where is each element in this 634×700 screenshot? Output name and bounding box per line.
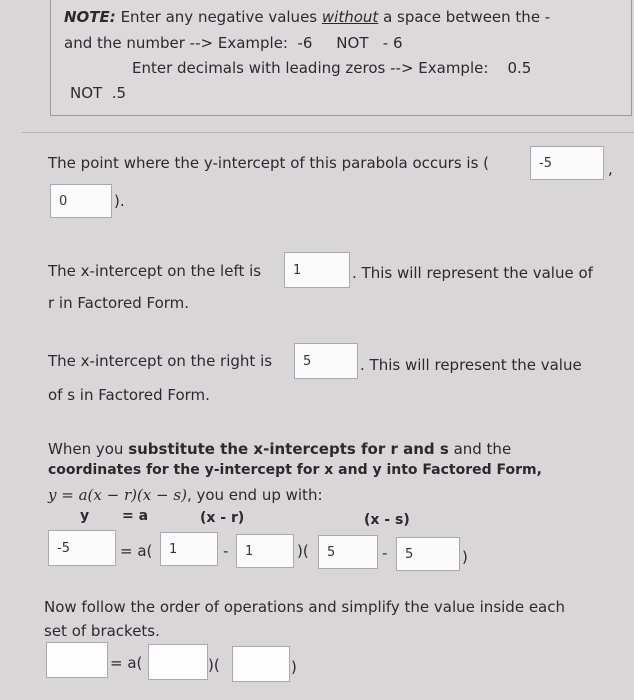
- sub-eq-a: = a(: [120, 542, 153, 560]
- header-x-minus-r: (x - r): [200, 510, 245, 526]
- substitute-line-3: [48, 486, 323, 504]
- simplified-eq-a: = a(: [110, 654, 143, 672]
- sub-minus-1: -: [223, 542, 229, 560]
- left-x-intercept-line2: r in Factored Form.: [48, 294, 190, 312]
- y-intercept-y-input[interactable]: 0: [50, 184, 112, 218]
- simplified-mid-paren: )(: [208, 656, 220, 674]
- simplified-second-bracket-input[interactable]: [232, 646, 290, 682]
- note-without: without: [321, 8, 379, 26]
- note-label: NOTE:: [64, 8, 116, 26]
- note-line-4: NOT .5: [70, 84, 127, 102]
- sub-x1-input[interactable]: 1: [160, 532, 218, 566]
- substitute-l1-c: and the: [453, 440, 512, 458]
- note-line-2: and the number --> Example: -6 NOT - 6: [64, 34, 403, 52]
- left-x-intercept-prompt: The x-intercept on the left is: [48, 262, 262, 280]
- sub-y-input[interactable]: -5: [48, 530, 116, 566]
- substitute-line-2: coordinates for the y-intercept for x and y into Factored Form,: [48, 462, 542, 478]
- right-x-intercept-line2: of s in Factored Form.: [48, 386, 210, 404]
- divider: [22, 132, 634, 133]
- sub-mid-paren: )(: [297, 542, 309, 560]
- y-intercept-x-input[interactable]: -5: [530, 146, 604, 180]
- left-x-intercept-input[interactable]: 1: [284, 252, 350, 288]
- right-x-intercept-prompt: The x-intercept on the right is: [48, 352, 273, 370]
- substitute-l1-a: When you: [48, 440, 124, 458]
- sub-x2-input[interactable]: 5: [318, 535, 378, 569]
- factored-form-formula: y = a(x − r)(x − s): [48, 486, 187, 504]
- left-x-intercept-post: . This will represent the value of: [352, 264, 593, 282]
- substitute-l1-b: substitute the x-intercepts for r and s: [128, 440, 449, 458]
- y-intercept-prompt: The point where the y-intercept of this parabola occurs is (: [48, 154, 489, 172]
- y-intercept-close: ).: [114, 192, 125, 210]
- note-line-1-pre: Enter any negative values: [120, 8, 318, 26]
- note-line-1: [64, 8, 550, 26]
- simplify-line-1: Now follow the order of operations and simplify the value inside each: [44, 598, 565, 616]
- substitute-line-1: [48, 440, 511, 458]
- simplified-first-bracket-input[interactable]: [148, 644, 208, 680]
- right-x-intercept-input[interactable]: 5: [294, 343, 358, 379]
- simplify-line-2: set of brackets.: [44, 622, 160, 640]
- note-line-1-post: a space between the -: [383, 8, 551, 26]
- sub-r-input[interactable]: 1: [236, 534, 294, 568]
- simplified-y-input[interactable]: [46, 642, 108, 678]
- simplified-end-paren: ): [291, 658, 297, 676]
- sub-end-paren: ): [462, 548, 468, 566]
- note-line-3: Enter decimals with leading zeros --> Example: 0.5: [132, 59, 532, 77]
- sub-minus-2: -: [382, 544, 388, 562]
- header-y: y: [80, 508, 90, 524]
- right-x-intercept-post: . This will represent the value: [360, 356, 582, 374]
- sub-s-input[interactable]: 5: [396, 537, 460, 571]
- header-eq-a: = a: [122, 508, 149, 524]
- y-intercept-comma: ,: [608, 160, 613, 178]
- substitute-l3-post: , you end up with:: [186, 486, 323, 504]
- header-x-minus-s: (x - s): [364, 512, 410, 528]
